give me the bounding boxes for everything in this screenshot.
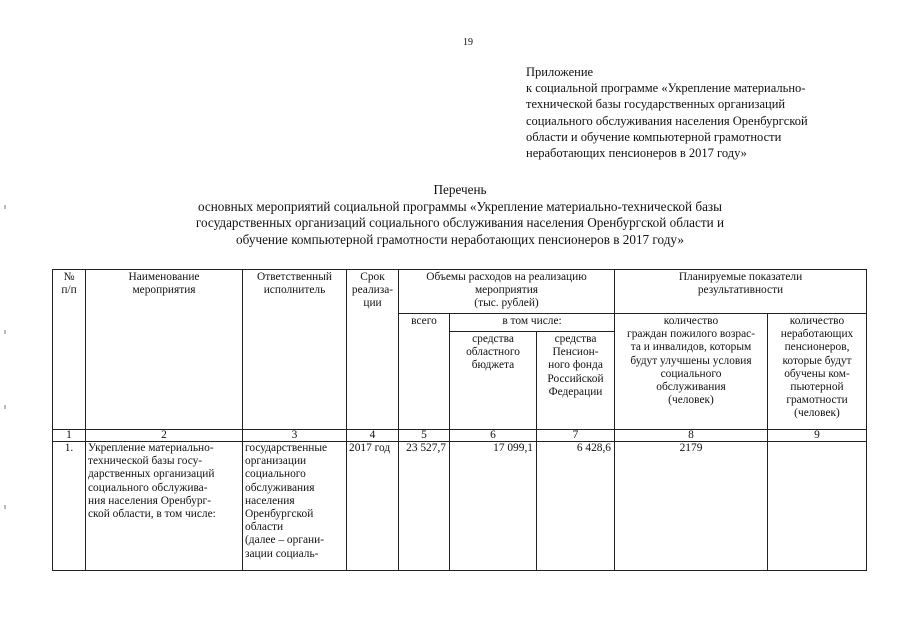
- table-row: [53, 442, 867, 571]
- appendix-line: технической базы государственных организаций: [526, 97, 786, 112]
- header-executor: Ответственный исполнитель: [243, 270, 347, 430]
- column-number: 9: [768, 430, 867, 442]
- column-number: 2: [86, 430, 243, 442]
- activities-table: [52, 269, 867, 571]
- title-line: основных мероприятий социальной программы «Укрепление материально-технической базы: [197, 198, 723, 214]
- header-indicators: Планируемые показатели результативности: [615, 270, 867, 314]
- header-regional-budget: средства областного бюджета: [450, 332, 537, 430]
- title-line: обучение компьютерной грамотности неработающих пенсионеров в 2017 году»: [236, 231, 684, 247]
- header-pensioners-count: количество неработающих пенсионеров, которые будут обучены ком- пьютерной грамотности (человек): [768, 314, 867, 430]
- title-heading: Перечень: [433, 182, 487, 197]
- appendix-line: области и обучение компьютерной грамотности: [526, 129, 782, 144]
- row-term: 2017 год: [347, 442, 399, 571]
- document-title: [130, 182, 790, 248]
- appendix-line: Приложение: [526, 65, 594, 79]
- appendix-line: к социальной программе «Укрепление материально-: [526, 81, 806, 96]
- column-number: 3: [243, 430, 347, 442]
- appendix-line: социального обслуживания населения Оренбургской: [526, 113, 808, 128]
- column-number: 7: [537, 430, 615, 442]
- column-number: 5: [399, 430, 450, 442]
- header-pension-fund: средства Пенсион- ного фонда Российской Федерации: [537, 332, 615, 430]
- scan-mark: [4, 205, 6, 209]
- page-number: 19: [463, 37, 473, 48]
- header-num: № п/п: [53, 270, 86, 430]
- column-number: 1: [53, 430, 86, 442]
- column-number: 8: [615, 430, 768, 442]
- scan-mark: [4, 330, 6, 334]
- appendix-caption: [526, 64, 808, 161]
- scan-mark: [4, 505, 6, 509]
- title-line: государственных организаций социального обслуживания населения Оренбургской области и: [195, 215, 725, 230]
- column-number: 6: [450, 430, 537, 442]
- header-expenses: Объемы расходов на реализацию мероприятия (тыс. рублей): [399, 270, 615, 314]
- header-term: Срок реализа- ции: [347, 270, 399, 430]
- scan-mark: [4, 405, 6, 409]
- header-including: в том числе:: [450, 314, 615, 332]
- row-regional-budget: 17 099,1: [450, 442, 537, 571]
- row-num: 1.: [53, 442, 86, 571]
- row-total: 23 527,7: [399, 442, 450, 571]
- header-total: всего: [399, 314, 450, 430]
- row-pension-fund: 6 428,6: [537, 442, 615, 571]
- row-executor: государственные организации социального обслуживания населения Оренбургской области (далее – органи- зации социаль-: [243, 442, 347, 571]
- appendix-line: неработающих пенсионеров в 2017 году»: [526, 146, 747, 161]
- header-elderly-count: количество граждан пожилого возрас- та и инвалидов, которым будут улучшены условия социального обслуживания (человек): [615, 314, 768, 430]
- column-number: 4: [347, 430, 399, 442]
- row-elderly-count: 2179: [615, 442, 768, 571]
- row-pensioners-count: [768, 442, 867, 571]
- row-name: Укрепление материально- технической базы госу- дарственных организаций социального обслужива- ния населения Оренбург- ской области, в том числе:: [86, 442, 243, 571]
- header-name: Наименование мероприятия: [86, 270, 243, 430]
